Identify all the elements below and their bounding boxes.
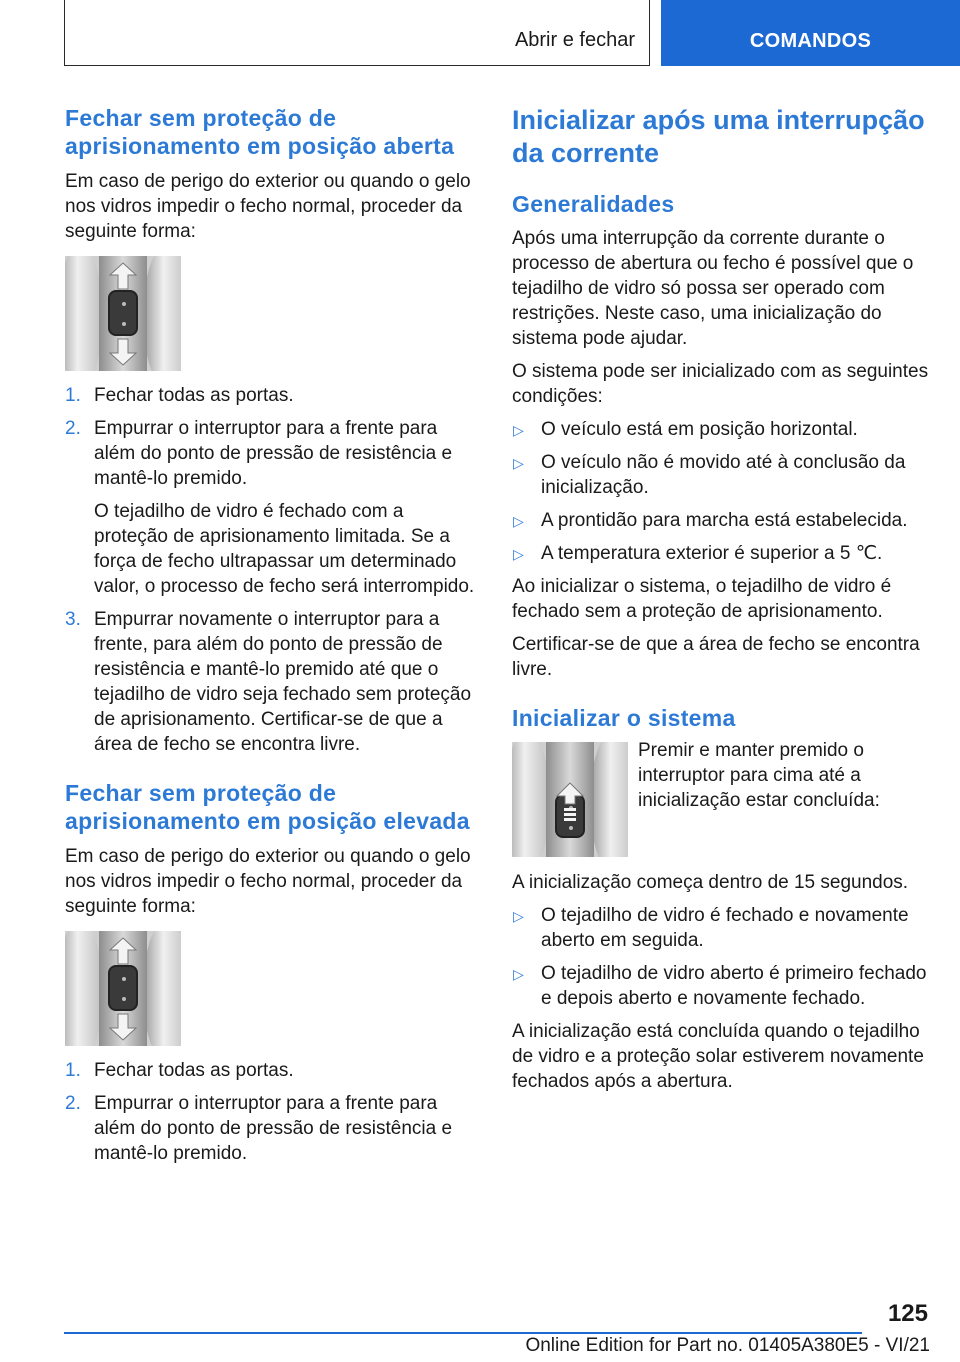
list-item: ▷ A prontidão para marcha está estabelecida.	[512, 508, 932, 533]
paragraph: A inicialização começa dentro de 15 segundos.	[512, 872, 909, 893]
switch-knob	[108, 290, 138, 336]
paragraph: Ao inicializar o sistema, o tejadilho de vidro é fechado sem a proteção de aprisionamento.	[512, 576, 892, 622]
switch-illustration	[512, 742, 628, 857]
initialize-illustration-row	[512, 742, 932, 858]
list-item: ▷ O veículo não é movido até à conclusão da inicialização.	[513, 452, 906, 498]
list-item: 1. Fechar todas as portas.	[65, 1060, 294, 1081]
list-item: 1. Fechar todas as portas.	[65, 385, 294, 406]
list-item: 2. Empurrar o interruptor para a frente para além do ponto de pressão de resistência e mantê-lo premido. O tejadilho de vidro é fechado com a proteção de aprisionamento limitada. Se a força de fecho ultrapassar um determinado valor, o processo de fecho será interrompido.	[65, 418, 475, 597]
initialize-instruction: Premir e manter premido o interruptor para cima até a inicialização estar concluída:	[638, 740, 880, 811]
list-item: ▷ O tejadilho de vidro aberto é primeiro fechado e depois aberto e novamente fechado.	[513, 963, 927, 1009]
section-intro: Em caso de perigo do exterior ou quando o gelo nos vidros impedir o fecho normal, proceder da seguinte forma:	[65, 171, 471, 242]
page-number: 125	[887, 1300, 928, 1327]
switch-illustration	[65, 256, 181, 371]
conditions-list	[512, 417, 932, 566]
paragraph: A inicialização está concluída quando o tejadilho de vidro e a proteção solar estiverem novamente fechados após a abertura.	[512, 1021, 924, 1092]
arrow-down-icon	[109, 338, 137, 366]
arrow-up-icon	[109, 262, 137, 290]
steps-list	[65, 1058, 480, 1166]
header-chapter-label: COMANDOS	[749, 29, 872, 52]
header-section-title: Abrir e fechar	[514, 29, 635, 51]
paragraph: Certificar-se de que a área de fecho se encontra livre.	[512, 634, 920, 680]
footer-edition: Online Edition for Part no. 01405A380E5 - VI/21	[525, 1335, 930, 1356]
section-title-open-position: Fechar sem proteção de aprisionamento em posição aberta	[65, 105, 455, 159]
footer-divider	[64, 1332, 862, 1334]
section-title-initialize: Inicializar o sistema	[512, 705, 736, 731]
switch-knob	[108, 965, 138, 1011]
switch-illustration	[65, 931, 181, 1046]
header-frame	[64, 0, 650, 66]
section-intro: Em caso de perigo do exterior ou quando o gelo nos vidros impedir o fecho normal, proceder da seguinte forma:	[65, 846, 471, 917]
left-column	[65, 104, 480, 1166]
chapter-heading: Inicializar após uma interrupção da corrente	[512, 105, 925, 168]
results-list	[512, 903, 932, 1011]
triangle-bullet-icon: ▷	[513, 908, 524, 924]
triangle-bullet-icon: ▷	[513, 546, 524, 562]
arrow-up-icon	[556, 782, 584, 822]
list-item: 3. Empurrar novamente o interruptor para a frente, para além do ponto de pressão de resistência e mantê-lo premido até que o tejadilho de vidro seja fechado sem proteção de aprisionamento. Certificar-se de que a área de fecho se encontra livre.	[65, 609, 472, 755]
triangle-bullet-icon: ▷	[513, 513, 524, 529]
arrow-down-icon	[109, 1013, 137, 1041]
list-item: ▷ O tejadilho de vidro é fechado e novamente aberto em seguida.	[513, 905, 909, 951]
section-title-raised-position: Fechar sem proteção de aprisionamento em posição elevada	[65, 780, 470, 834]
header-chapter-tab	[661, 0, 960, 66]
arrow-up-icon	[109, 937, 137, 965]
section-title-general: Generalidades	[512, 191, 675, 217]
paragraph: O sistema pode ser inicializado com as seguintes condições:	[512, 361, 929, 407]
list-item: ▷ A temperatura exterior é superior a 5 ℃.	[512, 541, 932, 566]
right-column	[512, 104, 932, 1094]
paragraph: Após uma interrupção da corrente durante o processo de abertura ou fecho é possível que o tejadilho de vidro só possa ser operado com restrições. Neste caso, uma inicialização do sistema pode ajudar.	[512, 228, 914, 349]
triangle-bullet-icon: ▷	[513, 455, 524, 471]
triangle-bullet-icon: ▷	[513, 966, 524, 982]
list-item: 2. Empurrar o interruptor para a frente para além do ponto de pressão de resistência e mantê-lo premido.	[65, 1093, 453, 1164]
steps-list	[65, 383, 480, 757]
list-item: ▷ O veículo está em posição horizontal.	[512, 417, 932, 442]
triangle-bullet-icon: ▷	[513, 422, 524, 438]
